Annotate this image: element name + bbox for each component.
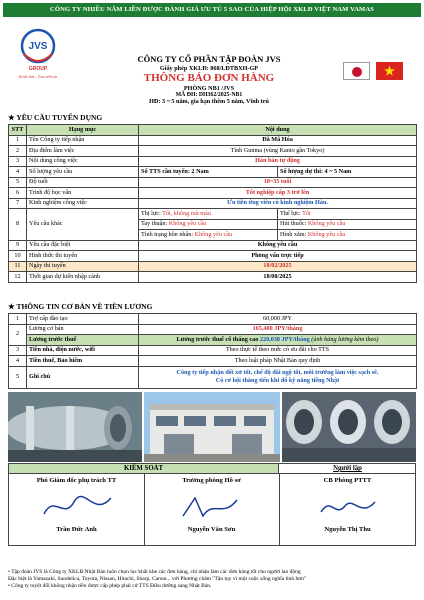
logo-group: GROUP (28, 66, 48, 72)
title-block (76, 55, 342, 105)
table-row: Lương trước thuế Lương trước thuế cố tháng cao 220,038 JPY/tháng (ảnh bảng lương kèm theo) (9, 335, 417, 346)
signature-2-icon (177, 490, 247, 524)
signature-3-icon (313, 490, 383, 524)
divider (144, 474, 145, 546)
signature-1-icon (39, 490, 119, 524)
note-line: • Công ty tuyệt đối không nhận tiền được cấp phép phải cứ TTS Điều dưỡng sang Nhật Bản. (8, 583, 212, 590)
header-stt: STT (9, 125, 27, 136)
signature-block (8, 463, 416, 546)
note-line: • Tập đoàn JVS là Công ty XKLĐ Nhật Bản luôn chọn lọc khắt khe các đơn hàng, chỉ nhận làm các đơn hàng tốt cho người lao động (8, 569, 301, 575)
signer-name-3: Nguyễn Thị Thu (324, 526, 371, 533)
welding-pipe-photo (8, 392, 142, 462)
signer-title-3: CB Phòng PTTT (323, 477, 372, 484)
document-title: THÔNG BÁO ĐƠN HÀNG (143, 71, 275, 84)
steel-tubes-photo (282, 392, 416, 462)
header (6, 22, 418, 106)
table-row: Tay thuận: Không yêu cầu Hút thuốc: Không yêu cầu (9, 219, 417, 230)
table-row: 8 Yêu cầu khác Thị lực: Tốt, không mù màu Thể lực: Tốt (9, 209, 417, 220)
table-row: 7 Kinh nghiệm công việc Ưu tiên ứng viên có kinh nghiệm Hàn. (9, 198, 417, 209)
factory-building-photo (144, 392, 280, 462)
receiver-label: Người lập (279, 464, 416, 474)
signer-title-1: Phó Giám đốc phụ trách TT (36, 477, 117, 484)
table-row: 2 Lương cơ bản 165,480 JPY/tháng (9, 324, 417, 335)
table-row: 12 Thời gian dự kiến nhập cảnh 18/08/2025 (9, 272, 417, 283)
top-banner: CÔNG TY NHIỀU NĂM LIỀN ĐƯỢC ĐÁNH GIÁ ƯU TÚ 5 SAO CỦA HIỆP HỘI XKLĐ VIỆT NAM VAMAS (3, 3, 421, 17)
order-code: MÃ ĐH: DH362/2025-NB1 (175, 91, 243, 98)
table-row: 3 Nội dung công việc Hàn bán tự động (9, 156, 417, 167)
table-row: 9 Yêu cầu đặc biệt Không yêu cầu (9, 240, 417, 251)
table-header-row (9, 125, 417, 136)
table-row: 1 Tên Công ty tiếp nhận Đã Mã Hóa (9, 135, 417, 146)
control-label: KIỂM SOÁT (9, 464, 279, 474)
table-row: 4 Tiền thuế, Bảo hiểm Theo luật pháp Nhật Bản quy định (9, 356, 417, 367)
contract-terms: HĐ: 3 ~ 5 năm, gia hạn thêm 5 năm, Vĩnh trú (149, 98, 269, 106)
header-content: Nội dung (139, 125, 417, 136)
table-row: 10 Hình thức thi tuyển Phỏng vấn trực tiếp (9, 251, 417, 262)
salary-table (8, 313, 417, 389)
table-row: 11 Ngày thi tuyển 18/02/2025 (9, 261, 417, 272)
logo-text: JVS (28, 41, 48, 52)
logo-tagline: Sự tận tâm – Trao niềm tin (18, 75, 58, 79)
header-item: Hạng mục (27, 125, 139, 136)
jvs-logo (6, 24, 70, 84)
divider (279, 474, 280, 546)
photo-strip (8, 392, 416, 462)
japan-flag-icon (343, 62, 370, 80)
footer-notes (8, 569, 418, 590)
signer-name-2: Nguyễn Văn Sơn (187, 526, 236, 533)
company-name: CÔNG TY CỔ PHẦN TẬP ĐOÀN JVS (137, 54, 281, 64)
table-row: 4 Số lượng yêu cầu Số TTS cần tuyển: 2 Nam Số lượng dự thi: 4 ~ 5 Nam (9, 167, 417, 178)
department: PHÒNG NB1 /JVS (183, 84, 235, 92)
section-requirements-title: ★ YÊU CẦU TUYỂN DỤNG (8, 113, 103, 122)
requirements-table (8, 124, 417, 283)
table-row: 1 Trợ cấp đào tạo 60,000 JPY (9, 314, 417, 325)
signer-title-2: Trưởng phòng Hồ sơ (182, 477, 241, 484)
table-row: 5 Ghi chú Công ty tiếp nhận đối xử tốt, chế độ đãi ngộ tốt, môi trường làm việc sạch sẽ. Có cơ hội thăng tiến khi đổ kỹ năng tiếng Nhật (9, 366, 417, 388)
table-row: 2 Địa điểm làm việc Tỉnh Gunma (vùng Kanto gần Tokyo) (9, 146, 417, 157)
section-salary-title: ★ THÔNG TIN CƠ BẢN VỀ TIỀN LƯƠNG (8, 302, 153, 311)
note-line: Đặc biệt là Yamazaki, Sundelica, Toyota, Nissan, Hitachi, Sharp, Canon... với Phương châm "Tận tụy vì một cuộc sống nghĩa tình hơn" (8, 576, 307, 583)
table-row: 5 Độ tuổi 18~35 tuổi (9, 177, 417, 188)
table-row: 6 Trình độ học vấn Tốt nghiệp cấp 3 trở lên (9, 188, 417, 199)
vietnam-flag-icon (376, 62, 403, 80)
table-row: Tình trạng hôn nhân: Không yêu cầu Hình xăm: Không yêu cầu (9, 230, 417, 241)
license-number: Giấy phép XKLĐ: 868/LĐTBXH-GP (159, 64, 259, 72)
signer-name-1: Trần Đức Anh (56, 526, 97, 533)
table-row: 3 Tiền nhà, điện nước, wifi Theo thực tế theo mức có ưu đãi cho TTS (9, 345, 417, 356)
